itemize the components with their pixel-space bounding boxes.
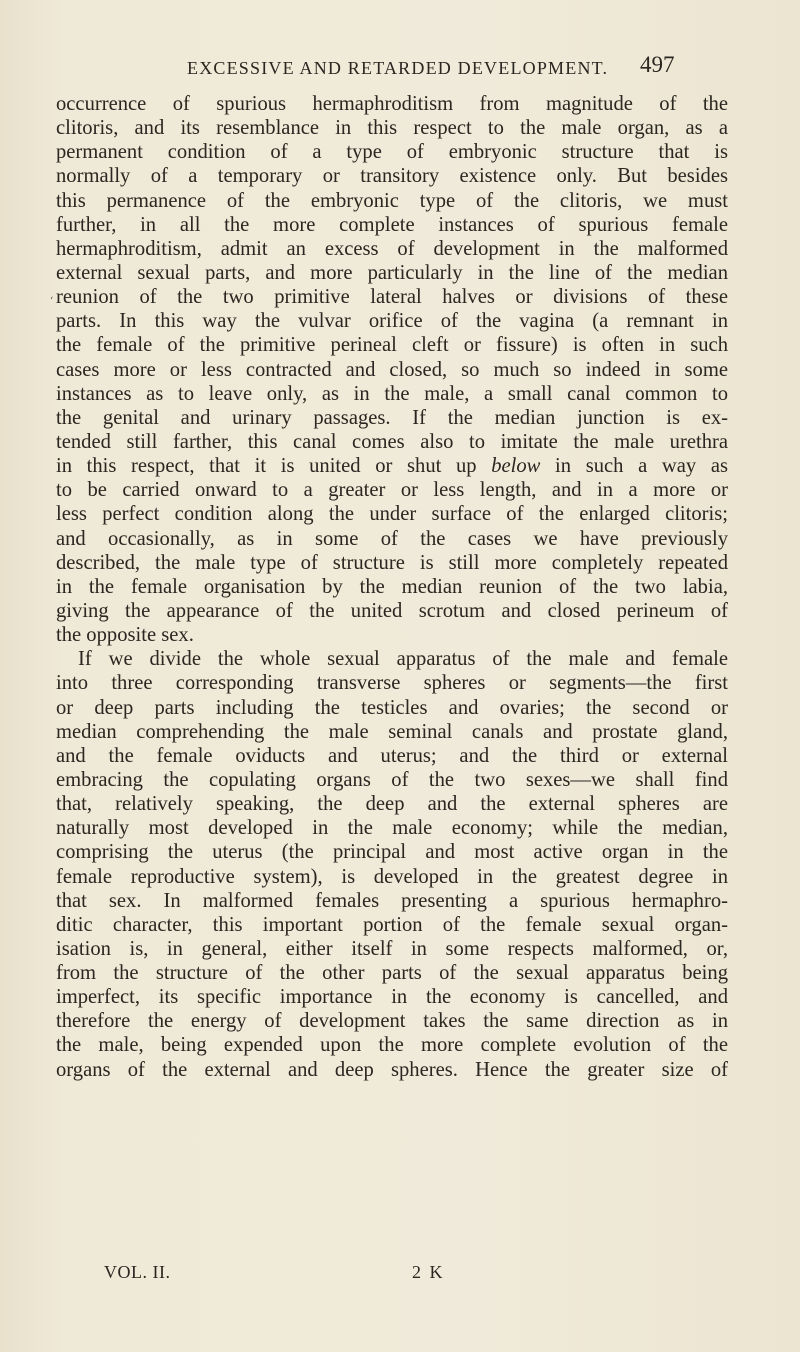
- text-line: giving the appearance of the united scrotum and closed perineum of: [56, 599, 728, 622]
- text-line: external sexual parts, and more particularly in the line of the median: [56, 261, 728, 284]
- paragraph-start-line: If we divide the whole sexual apparatus of the male and female: [78, 648, 728, 671]
- text-line: tended still farther, this canal comes also to imitate the male urethra: [56, 430, 728, 453]
- text-line: reunion of the two primitive lateral halves or divisions of these: [56, 286, 728, 309]
- text-line: and occasionally, as in some of the cases we have previously: [56, 527, 728, 550]
- text-line: permanent condition of a type of embryonic structure that is: [56, 141, 728, 164]
- running-title: EXCESSIVE AND RETARDED DEVELOPMENT.: [187, 58, 609, 78]
- text-line: comprising the uterus (the principal and most active organ in the: [56, 841, 728, 864]
- text-line: normally of a temporary or transitory existence only. But besides: [56, 165, 728, 188]
- page-number: 497: [640, 52, 675, 77]
- text-line: further, in all the more complete instances of spurious female: [56, 213, 728, 236]
- text-line: the female of the primitive perineal cleft or fissure) is often in such: [56, 334, 728, 357]
- running-head: [0, 52, 800, 82]
- text-line: instances as to leave only, as in the male, a small canal common to: [56, 382, 728, 405]
- paragraph-end-line: the opposite sex.: [56, 624, 194, 647]
- text-line: and the female oviducts and uterus; and the third or external: [56, 744, 728, 767]
- text-line: that sex. In malformed females presenting a spurious hermaphro-: [56, 889, 728, 912]
- text-line: in this respect, that it is united or shut up below in such a way as: [56, 455, 728, 478]
- emphasis-below: below: [491, 455, 541, 478]
- text-line: clitoris, and its resemblance in this respect to the male organ, as a: [56, 117, 728, 140]
- text-line: female reproductive system), is developed in the greatest degree in: [56, 865, 728, 888]
- text-line: isation is, in general, either itself in some respects malformed, or,: [56, 937, 728, 960]
- text-line: this permanence of the embryonic type of the clitoris, we must: [56, 189, 728, 212]
- text-line: to be carried onward to a greater or less length, and in a more or: [56, 479, 728, 502]
- text-line: the male, being expended upon the more complete evolution of the: [56, 1034, 728, 1057]
- text-line: cases more or less contracted and closed, so much so indeed in some: [56, 358, 728, 381]
- text-line: ditic character, this important portion of the female sexual organ-: [56, 913, 728, 936]
- text-line: described, the male type of structure is still more completely repeated: [56, 551, 728, 574]
- text-line: organs of the external and deep spheres. Hence the greater size of: [56, 1058, 728, 1081]
- text-line: that, relatively speaking, the deep and the external spheres are: [56, 793, 728, 816]
- text-line: or deep parts including the testicles and ovaries; the second or: [56, 696, 728, 719]
- text-line: imperfect, its specific importance in the economy is cancelled, and: [56, 986, 728, 1009]
- text-line: less perfect condition along the under surface of the enlarged clitoris;: [56, 503, 728, 526]
- text-line: occurrence of spurious hermaphroditism from magnitude of the: [56, 93, 728, 115]
- text-line: in the female organisation by the median reunion of the two labia,: [56, 575, 728, 598]
- body-text: [56, 92, 728, 1082]
- text-line: into three corresponding transverse spheres or segments—the first: [56, 672, 728, 695]
- text-line: hermaphroditism, admit an excess of development in the malformed: [56, 237, 728, 260]
- margin-mark: ‘: [50, 296, 54, 307]
- text-line: median comprehending the male seminal canals and prostate gland,: [56, 720, 728, 743]
- text-line: from the structure of the other parts of the sexual apparatus being: [56, 962, 728, 985]
- text-line: naturally most developed in the male economy; while the median,: [56, 817, 728, 840]
- text-line: embracing the copulating organs of the two sexes—we shall find: [56, 768, 728, 791]
- text-line: the genital and urinary passages. If the median junction is ex-: [56, 406, 728, 429]
- volume-label: VOL. II.: [104, 1262, 171, 1282]
- text-line: parts. In this way the vulvar orifice of the vagina (a remnant in: [56, 310, 728, 333]
- text-line: therefore the energy of development takes the same direction as in: [56, 1010, 728, 1033]
- page-footer: [0, 1262, 800, 1286]
- signature-mark: 2 K: [412, 1262, 445, 1282]
